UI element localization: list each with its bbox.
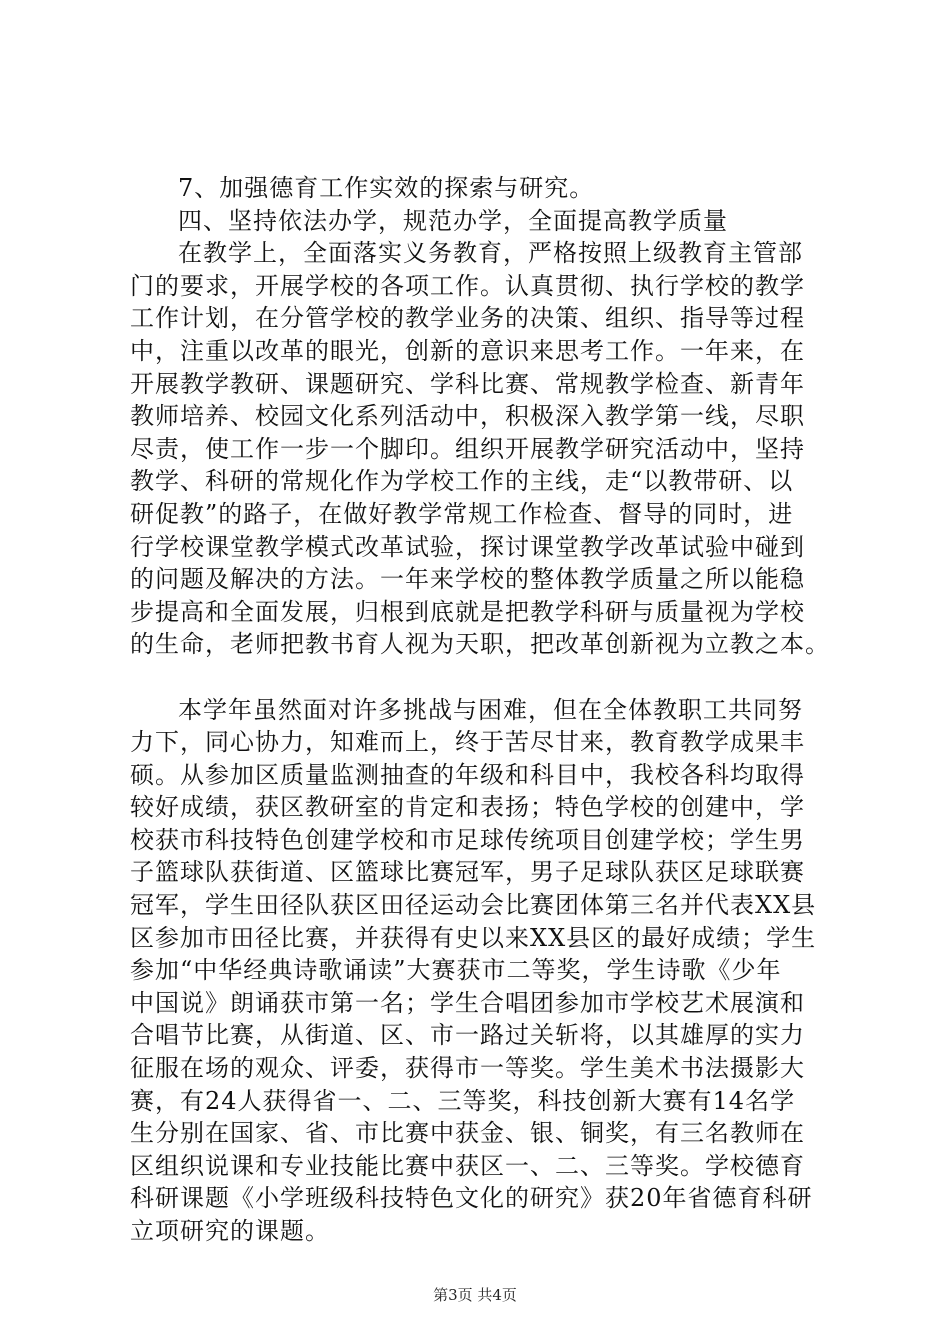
paragraph-line: 教师培养、校园文化系列活动中，积极深入教学第一线，尽职 — [130, 402, 805, 431]
paragraph-line: 较好成绩，获区教研室的肯定和表扬；特色学校的创建中，学 — [130, 793, 805, 822]
paragraph-line: 子篮球队获街道、区篮球比赛冠军，男子足球队获区足球联赛 — [130, 858, 805, 887]
paragraph-line: 教学、科研的常规化作为学校工作的主线，走“以教带研、以 — [130, 467, 794, 496]
paragraph-line: 本学年虽然面对许多挑战与困难，但在全体教职工共同努 — [178, 695, 803, 724]
paragraph-teaching — [130, 237, 850, 661]
paragraph-line: 征服在场的观众、评委，获得市一等奖。学生美术书法摄影大 — [130, 1054, 805, 1083]
paragraph-line: 行学校课堂教学模式改革试验，探讨课堂教学改革试验中碰到 — [130, 532, 805, 561]
paragraph-line: 合唱节比赛，从街道、区、市一路过关斩将，以其雄厚的实力 — [130, 1021, 805, 1050]
paragraph-line: 区组织说课和专业技能比赛中获区一、二、三等奖。学校德育 — [130, 1151, 805, 1180]
paragraph-line: 区参加市田径比赛，并获得有史以来XX县区的最好成绩；学生 — [130, 923, 817, 952]
paragraph-line: 硕。从参加区质量监测抽查的年级和科目中，我校各科均取得 — [130, 760, 805, 789]
paragraph-gap — [130, 661, 850, 694]
paragraph-line: 中国说》朗诵获市第一名；学生合唱团参加市学校艺术展演和 — [130, 988, 805, 1017]
paragraph-line: 尽责，使工作一步一个脚印。组织开展教学研究活动中，坚持 — [130, 434, 805, 463]
paragraph-line: 校获市科技特色创建学校和市足球传统项目创建学校；学生男 — [130, 825, 805, 854]
paragraph-line: 立项研究的课题。 — [130, 1217, 330, 1245]
section-heading-4: 四、坚持依法办学，规范办学，全面提高教学质量 — [178, 206, 728, 235]
paragraph-line: 研促教”的路子，在做好教学常规工作检查、督导的同时，进 — [130, 499, 794, 528]
paragraph-line: 工作计划，在分管学校的教学业务的决策、组织、指导等过程 — [130, 304, 805, 333]
item-7: 7、加强德育工作实效的探索与研究。 — [178, 174, 595, 202]
paragraph-line: 中，注重以改革的眼光，创新的意识来思考工作。一年来，在 — [130, 336, 805, 365]
paragraph-line: 在教学上，全面落实义务教育，严格按照上级教育主管部 — [178, 239, 803, 268]
paragraph-line: 科研课题《小学班级科技特色文化的研究》获20年省德育科研 — [130, 1184, 813, 1213]
paragraph-line: 的生命，老师把教书育人视为天职，把改革创新视为立教之本。 — [130, 630, 830, 659]
paragraph-line: 参加“中华经典诗歌诵读”大赛获市二等奖，学生诗歌《少年 — [130, 956, 782, 985]
paragraph-line: 门的要求，开展学校的各项工作。认真贯彻、执行学校的教学 — [130, 271, 805, 300]
paragraph-line: 赛，有24人获得省一、二、三等奖，科技创新大赛有14名学 — [130, 1086, 796, 1115]
document-body — [130, 172, 850, 1248]
paragraph-line: 开展教学教研、课题研究、学科比赛、常规教学检查、新青年 — [130, 369, 805, 398]
paragraph-line: 步提高和全面发展，归根到底就是把教学科研与质量视为学校 — [130, 597, 805, 626]
paragraph-achievements — [130, 694, 850, 1248]
page-number-footer: 第3页 共4页 — [433, 1286, 517, 1304]
paragraph-line: 生分别在国家、省、市比赛中获金、银、铜奖，有三名教师在 — [130, 1119, 805, 1148]
paragraph-line: 的问题及解决的方法。一年来学校的整体教学质量之所以能稳 — [130, 565, 805, 594]
paragraph-line: 力下，同心协力，知难而上，终于苦尽甘来，教育教学成果丰 — [130, 728, 805, 757]
paragraph-line: 冠军，学生田径队获区田径运动会比赛团体第三名并代表XX县 — [130, 891, 817, 920]
